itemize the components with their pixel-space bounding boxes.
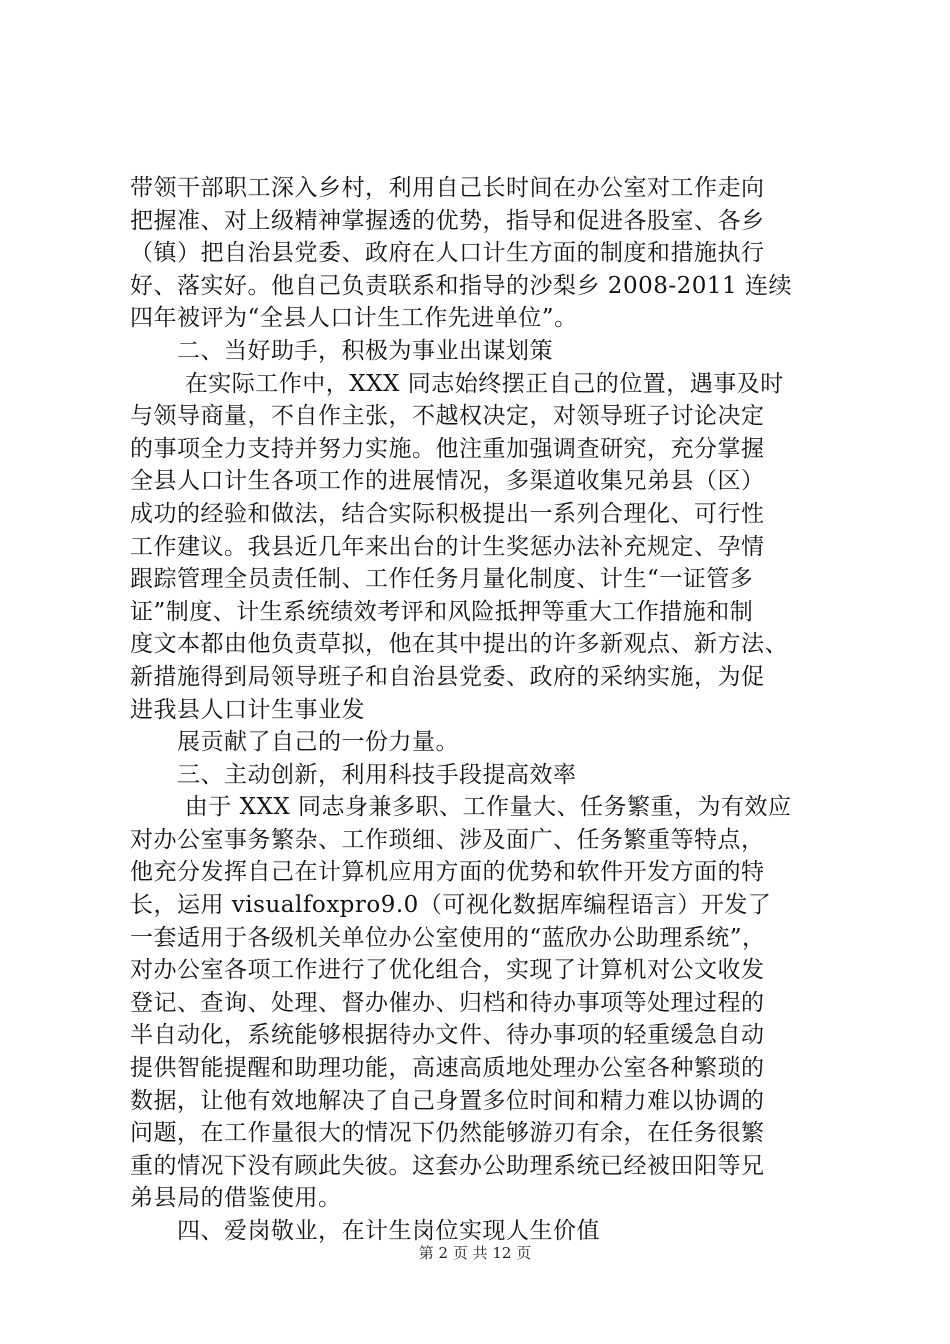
text-line: 提供智能提醒和助理功能，高速高质地处理办公室各种繁琐的	[130, 1055, 765, 1082]
text-line: 展贡献了自己的一份力量。	[130, 729, 459, 756]
text-line: 的事项全力支持并努力实施。他注重加强调查研究，充分掌握	[130, 435, 765, 462]
page-footer: 第 2 页 共 12 页	[418, 1244, 532, 1262]
text-line: 数据，让他有效地解决了自己身置多位时间和精力难以协调的	[130, 1087, 765, 1114]
text-line: 登记、查询、处理、督办催办、归档和待办事项等处理过程的	[130, 989, 765, 1016]
text-line: 由于 XXX 同志身兼多职、工作量大、任务繁重，为有效应	[130, 794, 792, 821]
text-line: 在实际工作中，XXX 同志始终摆正自己的位置，遇事及时	[130, 370, 784, 397]
text-line: 好、落实好。他自己负责联系和指导的沙梨乡 2008-2011 连续	[130, 272, 792, 299]
text-line: 跟踪管理全员责任制、工作任务月量化制度、计生“一证管多	[130, 566, 754, 593]
text-line: 问题，在工作量很大的情况下仍然能够游刃有余，在任务很繁	[130, 1120, 765, 1147]
text-line: 半自动化，系统能够根据待办文件、待办事项的轻重缓急自动	[130, 1022, 765, 1049]
text-line: 重的情况下没有顾此失彼。这套办公助理系统已经被田阳等兄	[130, 1152, 765, 1179]
text-line: 工作建议。我县近几年来出台的计生奖惩办法补充规定、孕情	[130, 533, 765, 560]
text-line: 与领导商量，不自作主张，不越权决定，对领导班子讨论决定	[130, 403, 765, 430]
text-line: 长，运用 visualfoxpro9.0（可视化数据库编程语言）开发了	[130, 892, 772, 919]
text-line: 一套适用于各级机关单位办公室使用的“蓝欣办公助理系统”，	[130, 924, 766, 951]
text-line: 带领干部职工深入乡村，利用自己长时间在办公室对工作走向	[130, 175, 765, 201]
text-line: （镇）把自治县党委、政府在人口计生方面的制度和措施执行	[130, 240, 765, 267]
text-line: 证”制度、计生系统绩效考评和风险抵押等重大工作措施和制	[130, 598, 754, 625]
text-line: 对办公室各项工作进行了优化组合，实现了计算机对公文收发	[130, 957, 765, 984]
text-line: 成功的经验和做法，结合实际积极提出一系列合理化、可行性	[130, 500, 765, 527]
text-line: 他充分发挥自己在计算机应用方面的优势和软件开发方面的特	[130, 859, 765, 886]
text-line: 进我县人口计生事业发	[130, 696, 365, 723]
document-body	[130, 172, 830, 1248]
text-line: 全县人口计生各项工作的进展情况，多渠道收集兄弟县（区）	[130, 468, 765, 495]
text-line: 二、当好助手，积极为事业出谋划策	[130, 337, 553, 364]
text-line: 四、爱岗敬业，在计生岗位实现人生价值	[130, 1218, 600, 1244]
text-line: 三、主动创新，利用科技手段提高效率	[130, 761, 577, 788]
text-line: 把握准、对上级精神掌握透的优势，指导和促进各股室、各乡	[130, 207, 765, 234]
text-line: 度文本都由他负责草拟，他在其中提出的许多新观点、新方法、	[130, 631, 788, 658]
text-line: 新措施得到局领导班子和自治县党委、政府的采纳实施，为促	[130, 663, 765, 690]
text-line: 弟县局的借鉴使用。	[130, 1185, 342, 1212]
text-line: 四年被评为“全县人口计生工作先进单位”。	[130, 305, 578, 332]
text-line: 对办公室事务繁杂、工作琐细、涉及面广、任务繁重等特点，	[130, 826, 765, 853]
